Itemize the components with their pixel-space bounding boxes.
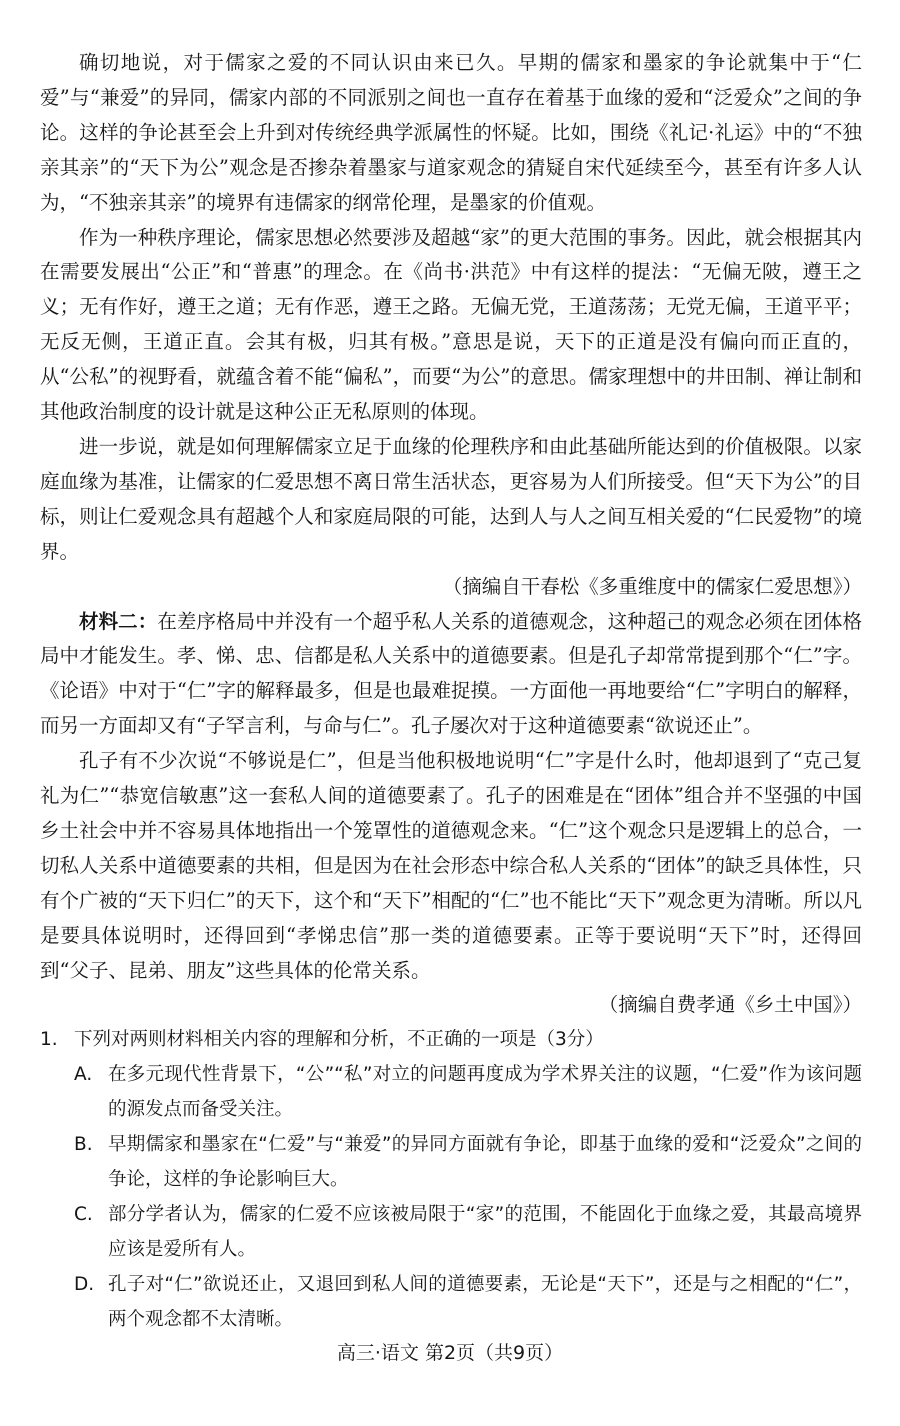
material2-paragraph-1 bbox=[40, 605, 862, 745]
option-a-text: 在多元现代性背景下，“公”“私”对立的问题再度成为学术界关注的议题，“仁爱”作为该问题的源发点而备受关注。 bbox=[108, 1064, 862, 1121]
option-d-text: 孔子对“仁”欲说还止，又退回到私人间的道德要素，无论是“天下”，还是与之相配的“仁”，两个观念都不太清晰。 bbox=[108, 1273, 862, 1330]
material1-paragraph-2: 作为一种秩序理论，儒家思想必然要涉及超越“家”的更大范围的事务。因此，就会根据其内在需要发展出“公正”和“普惠”的理念。在《尚书·洪范》中有这样的提法：“无偏无陂，遵王之义；无有作好，遵王之道；无有作恶，遵王之路。无偏无党，王道荡荡；无党无偏，王道平平；无反无侧，王道正直。会其有极，归其有极。”意思是说，天下的正道是没有偏向而正直的，从“公私”的视野看，就蕴含着不能“偏私”，而要“为公”的意思。儒家理想中的井田制、禅让制和其他政治制度的设计就是这种公正无私原则的体现。 bbox=[40, 225, 862, 424]
question-1 bbox=[40, 1023, 862, 1337]
page-footer: 高三·语文 第2页（共9页） bbox=[336, 1342, 564, 1364]
option-d-letter: D. bbox=[74, 1273, 95, 1295]
option-c-text: 部分学者认为，儒家的仁爱不应该被局限于“家”的范围，不能固化于血缘之爱，其最高境界应该是爱所有人。 bbox=[108, 1203, 862, 1260]
option-b-letter: B. bbox=[74, 1134, 93, 1156]
material1-source: （摘编自干春松《多重维度中的儒家仁爱思想》） bbox=[442, 574, 862, 598]
material1-paragraph-3: 进一步说，就是如何理解儒家立足于血缘的伦理秩序和由此基础所能达到的价值极限。以家庭血缘为基准，让儒家的仁爱思想不离日常生活状态，更容易为人们所接受。但“天下为公”的目标，则让仁爱观念具有超越个人和家庭局限的可能，达到人与人之间互相关爱的“仁民爱物”的境界。 bbox=[40, 434, 862, 563]
option-c bbox=[40, 1198, 862, 1268]
material2-paragraph-1-text: 在差序格局中并没有一个超乎私人关系的道德观念，这种超己的观念必须在团体格局中才能发生。孝、悌、忠、信都是私人关系中的道德要素。但是孔子却常常提到那个“仁”字。《论语》中对于“仁”字的解释最多，但是也最难捉摸。一方面他一再地要给“仁”字明白的解释，而另一方面却又有“子罕言利，与命与仁”。孔子屡次对于这种道德要素“欲说还止”。 bbox=[40, 609, 862, 738]
document-page bbox=[40, 46, 862, 1338]
material2-source: （摘编自费孝通《乡土中国》） bbox=[598, 993, 862, 1017]
option-a-letter: A. bbox=[74, 1064, 93, 1086]
question-1-stem-text: 下列对两则材料相关内容的理解和分析，不正确的一项是（3分） bbox=[74, 1029, 604, 1051]
material2-label: 材料二： bbox=[79, 609, 158, 633]
question-1-number: 1. bbox=[40, 1029, 58, 1051]
material1-paragraph-1: 确切地说，对于儒家之爱的不同认识由来已久。早期的儒家和墨家的争论就集中于“仁爱”与“兼爱”的异同，儒家内部的不同派别之间也一直存在着基于血缘的爱和“泛爱众”之间的争论。这样的争论甚至会上升到对传统经典学派属性的怀疑。比如，围绕《礼记·礼运》中的“不独亲其亲”的“天下为公”观念是否掺杂着墨家与道家观念的猜疑自宋代延续至今，甚至有许多人认为，“不独亲其亲”的境界有违儒家的纲常伦理，是墨家的价值观。 bbox=[40, 51, 862, 214]
option-c-letter: C. bbox=[74, 1203, 93, 1225]
option-a bbox=[40, 1058, 862, 1128]
option-d bbox=[40, 1268, 862, 1338]
option-b-text: 早期儒家和墨家在“仁爱”与“兼爱”的异同方面就有争论，即基于血缘的爱和“泛爱众”之间的争论，这样的争论影响巨大。 bbox=[108, 1134, 862, 1190]
option-b bbox=[40, 1128, 862, 1198]
material2-paragraph-2: 孔子有不少次说“不够说是仁”，但是当他积极地说明“仁”字是什么时，他却退到了“克己复礼为仁”“恭宽信敏惠”这一套私人间的道德要素了。孔子的困难是在“团体”组合并不坚强的中国乡土社会中并不容易具体地指出一个笼罩性的道德观念来。“仁”这个观念只是逻辑上的总合，一切私人关系中道德要素的共相，但是因为在社会形态中综合私人关系的“团体”的缺乏具体性，只有个广被的“天下归仁”的天下，这个和“天下”相配的“仁”也不能比“天下”观念更为清晰。所以凡是要具体说明时，还得回到“孝悌忠信”那一类的道德要素。正等于要说明“天下”时，还得回到“父子、昆弟、朋友”这些具体的伦常关系。 bbox=[40, 749, 862, 982]
question-1-stem bbox=[40, 1023, 862, 1058]
